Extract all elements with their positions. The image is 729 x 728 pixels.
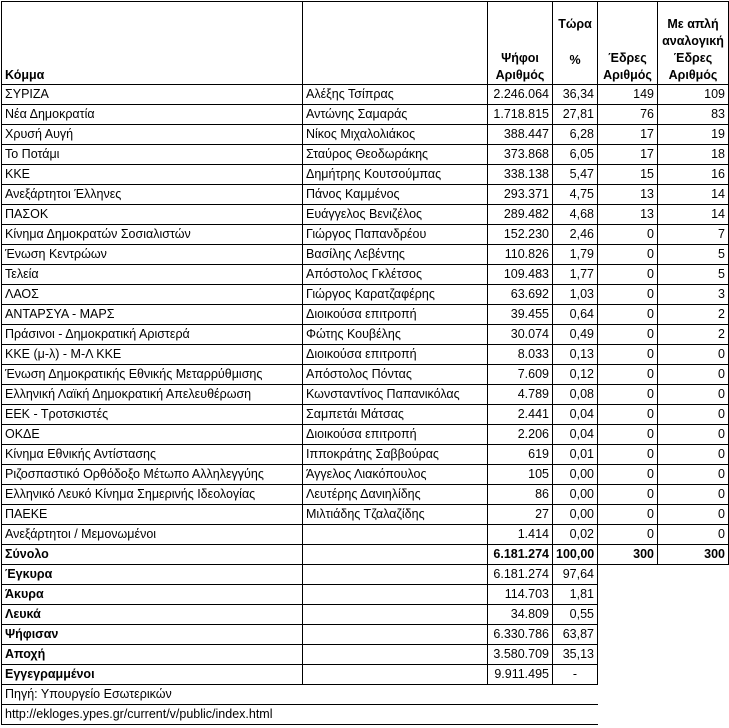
vote-percent: 0,00 [553,465,598,485]
vote-count: 289.482 [488,205,553,225]
vote-count: 1.414 [488,525,553,545]
vote-count: 105 [488,465,553,485]
party-leader: Πάνος Καμμένος [303,185,488,205]
vote-percent: 36,34 [553,85,598,105]
summary-row [2,625,729,645]
seat-count: 0 [598,285,658,305]
summary-votes: 6.181.274 [488,565,553,585]
seat-count: 0 [598,305,658,325]
party-name: ΚΚΕ (μ-λ) - Μ-Λ ΚΚΕ [2,345,303,365]
summary-empty [303,565,488,585]
party-leader: Διοικούσα επιτροπή [303,345,488,365]
simple-proportional-seats: 0 [658,345,729,365]
party-leader: Άγγελος Λιακόπουλος [303,465,488,485]
summary-percent: 1,81 [553,585,598,605]
vote-percent: 0,49 [553,325,598,345]
table-row [2,485,729,505]
party-name: ΑΝΤΑΡΣΥΑ - ΜΑΡΣ [2,305,303,325]
seat-count: 0 [598,345,658,365]
seat-count: 0 [598,385,658,405]
party-leader: Βασίλης Λεβέντης [303,245,488,265]
simple-proportional-seats: 5 [658,265,729,285]
simple-proportional-seats: 19 [658,125,729,145]
seat-count: 0 [598,225,658,245]
summary-blank [658,625,729,645]
summary-empty [303,605,488,625]
total-votes: 6.181.274 [488,545,553,565]
simple-proportional-seats: 3 [658,285,729,305]
party-leader: Απόστολος Πόντας [303,365,488,385]
summary-votes: 3.580.709 [488,645,553,665]
party-leader: Γιώργος Καρατζαφέρης [303,285,488,305]
party-name: Ένωση Κεντρώων [2,245,303,265]
party-leader: Φώτης Κουβέλης [303,325,488,345]
header-simple: Με απλή αναλογική Έδρες Αριθμός [658,2,729,85]
table-row [2,285,729,305]
simple-proportional-seats: 2 [658,325,729,345]
vote-count: 293.371 [488,185,553,205]
vote-percent: 0,01 [553,445,598,465]
table-row [2,445,729,465]
results-table [1,1,729,725]
party-name: ΛΑΟΣ [2,285,303,305]
source-url: http://ekloges.ypes.gr/current/v/public/index.html [2,705,598,725]
seat-count: 0 [598,465,658,485]
total-seats: 300 [598,545,658,565]
vote-percent: 0,02 [553,525,598,545]
summary-percent: 63,87 [553,625,598,645]
seat-count: 0 [598,525,658,545]
seat-count: 0 [598,265,658,285]
summary-row [2,645,729,665]
party-leader: Σταύρος Θεοδωράκης [303,145,488,165]
summary-label: Αποχή [2,645,303,665]
party-name: ΠΑΣΟΚ [2,205,303,225]
simple-proportional-seats: 109 [658,85,729,105]
vote-count: 1.718.815 [488,105,553,125]
party-name: Ελληνική Λαϊκή Δημοκρατική Απελευθέρωση [2,385,303,405]
party-leader: Νίκος Μιχαλολιάκος [303,125,488,145]
summary-blank [658,605,729,625]
summary-label: Ψήφισαν [2,625,303,645]
source-row [2,705,729,725]
total-simple-seats: 300 [658,545,729,565]
simple-proportional-seats: 0 [658,525,729,545]
simple-proportional-seats: 0 [658,365,729,385]
summary-blank [598,625,658,645]
vote-percent: 1,79 [553,245,598,265]
vote-percent: 0,04 [553,425,598,445]
summary-empty [303,625,488,645]
vote-count: 63.692 [488,285,553,305]
vote-count: 2.246.064 [488,85,553,105]
vote-count: 2.441 [488,405,553,425]
party-name: Κίνημα Εθνικής Αντίστασης [2,445,303,465]
party-name: Ένωση Δημοκρατικής Εθνικής Μεταρρύθμισης [2,365,303,385]
summary-blank [598,585,658,605]
seat-count: 0 [598,505,658,525]
simple-proportional-seats: 0 [658,485,729,505]
seat-count: 76 [598,105,658,125]
table-row [2,205,729,225]
source-blank [658,705,729,725]
vote-percent: 0,13 [553,345,598,365]
summary-row [2,605,729,625]
source-blank [658,685,729,705]
table-row [2,165,729,185]
summary-percent: 97,64 [553,565,598,585]
vote-percent: 27,81 [553,105,598,125]
seat-count: 17 [598,125,658,145]
party-leader: Δημήτρης Κουτσούμπας [303,165,488,185]
vote-count: 110.826 [488,245,553,265]
summary-blank [658,565,729,585]
seat-count: 13 [598,185,658,205]
table-row [2,345,729,365]
seat-count: 17 [598,145,658,165]
party-leader [303,525,488,545]
party-leader: Σαμπετάι Μάτσας [303,405,488,425]
vote-count: 373.868 [488,145,553,165]
party-name: Ελληνικό Λευκό Κίνημα Σημερινής Ιδεολογίας [2,485,303,505]
simple-proportional-seats: 83 [658,105,729,125]
total-row [2,545,729,565]
simple-proportional-seats: 0 [658,505,729,525]
summary-percent: 0,55 [553,605,598,625]
table-row [2,105,729,125]
summary-blank [658,585,729,605]
table-row [2,465,729,485]
party-name: Νέα Δημοκρατία [2,105,303,125]
party-leader: Μιλτιάδης Τζαλαζίδης [303,505,488,525]
seat-count: 13 [598,205,658,225]
summary-empty [303,665,488,685]
vote-count: 2.206 [488,425,553,445]
seat-count: 0 [598,425,658,445]
vote-percent: 0,00 [553,505,598,525]
party-leader: Λευτέρης Δανιηλίδης [303,485,488,505]
table-row [2,225,729,245]
simple-proportional-seats: 16 [658,165,729,185]
table-row [2,145,729,165]
vote-count: 152.230 [488,225,553,245]
vote-count: 8.033 [488,345,553,365]
source-blank [598,685,658,705]
summary-row [2,565,729,585]
party-name: ΣΥΡΙΖΑ [2,85,303,105]
summary-percent: 35,13 [553,645,598,665]
simple-proportional-seats: 5 [658,245,729,265]
party-leader: Ευάγγελος Βενιζέλος [303,205,488,225]
vote-count: 388.447 [488,125,553,145]
source-label: Πηγή: Υπουργείο Εσωτερικών [2,685,598,705]
table-row [2,125,729,145]
vote-percent: 1,77 [553,265,598,285]
vote-count: 27 [488,505,553,525]
seat-count: 0 [598,405,658,425]
vote-percent: 0,64 [553,305,598,325]
simple-proportional-seats: 18 [658,145,729,165]
header-pct: Τώρα % [553,2,598,85]
table-row [2,185,729,205]
summary-empty [303,645,488,665]
seat-count: 0 [598,245,658,265]
summary-votes: 34.809 [488,605,553,625]
summary-label: Λευκά [2,605,303,625]
seat-count: 15 [598,165,658,185]
party-name: Ριζοσπαστικό Ορθόδοξο Μέτωπο Αλληλεγγύης [2,465,303,485]
summary-votes: 114.703 [488,585,553,605]
table-row [2,245,729,265]
summary-label: Άκυρα [2,585,303,605]
party-name: Κίνημα Δημοκρατών Σοσιαλιστών [2,225,303,245]
vote-count: 39.455 [488,305,553,325]
simple-proportional-seats: 0 [658,445,729,465]
simple-proportional-seats: 0 [658,405,729,425]
summary-blank [658,645,729,665]
simple-proportional-seats: 14 [658,185,729,205]
table-row [2,365,729,385]
simple-proportional-seats: 0 [658,425,729,445]
party-name: Χρυσή Αυγή [2,125,303,145]
vote-percent: 2,46 [553,225,598,245]
vote-count: 109.483 [488,265,553,285]
party-name: Ανεξάρτητοι / Μεμονωμένοι [2,525,303,545]
header-row [2,2,729,85]
seat-count: 0 [598,365,658,385]
seat-count: 149 [598,85,658,105]
vote-count: 4.789 [488,385,553,405]
party-name: ΟΚΔΕ [2,425,303,445]
party-leader: Γιώργος Παπανδρέου [303,225,488,245]
summary-votes: 9.911.495 [488,665,553,685]
vote-count: 619 [488,445,553,465]
vote-percent: 0,00 [553,485,598,505]
vote-percent: 0,12 [553,365,598,385]
party-name: Πράσινοι - Δημοκρατική Αριστερά [2,325,303,345]
table-row [2,325,729,345]
summary-row [2,665,729,685]
simple-proportional-seats: 0 [658,385,729,405]
header-leader [303,2,488,85]
vote-percent: 4,75 [553,185,598,205]
vote-count: 86 [488,485,553,505]
summary-empty [303,585,488,605]
simple-proportional-seats: 0 [658,465,729,485]
party-leader: Κωνσταντίνος Παπανικόλας [303,385,488,405]
party-leader: Διοικούσα επιτροπή [303,305,488,325]
simple-proportional-seats: 7 [658,225,729,245]
party-leader: Αλέξης Τσίπρας [303,85,488,105]
summary-blank [658,665,729,685]
seat-count: 0 [598,445,658,465]
header-party: Κόμμα [2,2,303,85]
summary-blank [598,665,658,685]
simple-proportional-seats: 14 [658,205,729,225]
summary-blank [598,605,658,625]
party-name: Ανεξάρτητοι Έλληνες [2,185,303,205]
vote-percent: 6,28 [553,125,598,145]
summary-row [2,585,729,605]
source-row [2,685,729,705]
vote-count: 7.609 [488,365,553,385]
header-votes: Ψήφοι Αριθμός [488,2,553,85]
vote-count: 338.138 [488,165,553,185]
summary-label: Εγγεγραμμένοι [2,665,303,685]
party-name: ΠΑΕΚΕ [2,505,303,525]
party-leader: Ιπποκράτης Σαββούρας [303,445,488,465]
table-row [2,265,729,285]
vote-percent: 1,03 [553,285,598,305]
party-name: Το Ποτάμι [2,145,303,165]
summary-label: Έγκυρα [2,565,303,585]
party-leader: Αντώνης Σαμαράς [303,105,488,125]
seat-count: 0 [598,485,658,505]
vote-count: 30.074 [488,325,553,345]
vote-percent: 5,47 [553,165,598,185]
total-empty [303,545,488,565]
table-row [2,385,729,405]
table-row [2,85,729,105]
total-percent: 100,00 [553,545,598,565]
summary-blank [598,645,658,665]
table-row [2,425,729,445]
summary-votes: 6.330.786 [488,625,553,645]
table-row [2,305,729,325]
party-leader: Διοικούσα επιτροπή [303,425,488,445]
vote-percent: 4,68 [553,205,598,225]
summary-percent: - [553,665,598,685]
summary-blank [598,565,658,585]
total-label: Σύνολο [2,545,303,565]
party-name: ΚΚΕ [2,165,303,185]
table-row [2,505,729,525]
vote-percent: 6,05 [553,145,598,165]
table-row [2,405,729,425]
simple-proportional-seats: 2 [658,305,729,325]
vote-percent: 0,04 [553,405,598,425]
party-leader: Απόστολος Γκλέτσος [303,265,488,285]
header-seats: Έδρες Αριθμός [598,2,658,85]
vote-percent: 0,08 [553,385,598,405]
party-name: Τελεία [2,265,303,285]
table-row [2,525,729,545]
seat-count: 0 [598,325,658,345]
party-name: ΕΕΚ - Τροτσκιστές [2,405,303,425]
source-blank [598,705,658,725]
